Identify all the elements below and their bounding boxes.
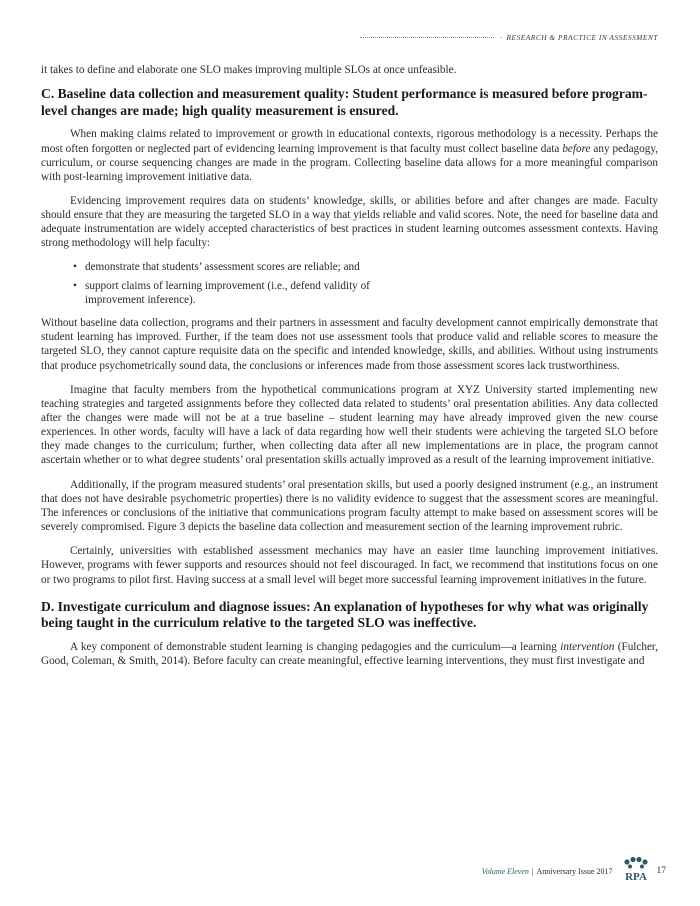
page-footer	[482, 856, 666, 886]
bullet-text: demonstrate that students’ assessment scores are reliable; and	[85, 260, 360, 273]
running-head-title: RESEARCH & PRACTICE IN ASSESSMENT	[506, 33, 658, 42]
paragraph-1-emphasis: before	[562, 142, 591, 155]
bullet-item	[41, 279, 415, 307]
paragraph-7-text-b: (Fulcher, Good, Coleman, & Smith, 2014). Before faculty can create meaningful, effective learning interventions, they must first investigate and	[41, 640, 658, 668]
rpa-logo-text: RPA	[624, 871, 647, 883]
paragraph-7-text-a: A key component of demonstrable student learning is changing pedagogies and the curriculum—a learning	[70, 640, 561, 653]
running-head	[360, 33, 658, 42]
dotted-rule	[360, 37, 494, 38]
rpa-logo-icon	[621, 856, 651, 886]
bullet-icon: •	[73, 279, 77, 292]
paragraph-2: Evidencing improvement requires data on students’ knowledge, skills, or abilities before and after changes are made. Faculty should ensure that they are measuring the targeted SLO in a way that yields reliable and valid scores. Note, the need for baseline data and adequate instrumentation are widely accepted characteristics of best practices in student learning outcomes assessment contexts. Having strong methodology will help faculty:	[41, 194, 658, 250]
section-heading-c: C. Baseline data collection and measurement quality: Student performance is measured before program-level changes are made; high quality measurement is ensured.	[41, 86, 648, 118]
paragraph-4: Imagine that faculty members from the hypothetical communications program at XYZ University started implementing new teaching strategies and targeted assignments before they collected data related to students’ oral presentation abilities. Any data collected after the changes were made will not be at a true baseline – student learning may have already improved given the new course experiences. In other words, faculty will have a lack of data regarding how well their students were achieving the targeted SLO before they made changes to the curriculum; further, when collecting data after all new implementations are in place, the program cannot ascertain whether or to what degree students’ oral presentation skills actually improved as a result of the learning improvement initiative.	[41, 383, 658, 467]
paragraph-7	[41, 640, 658, 668]
footer-volume: Volume Eleven	[481, 866, 529, 876]
paragraph-7-emphasis: intervention	[560, 640, 615, 653]
section-heading-d: D. Investigate curriculum and diagnose issues: An explanation of hypotheses for why what was originally being taught in the curriculum relative to the targeted SLO was ineffective.	[41, 598, 649, 631]
running-head-dot-icon: ·	[500, 33, 503, 42]
paragraph-1-text-a: When making claims related to improvement or growth in educational contexts, rigorous methodology is a necessity. Perhaps the most often forgotten or neglected part of evidencing learning improvement is that faculty must collect baseline data	[41, 128, 658, 155]
article-body	[41, 63, 658, 668]
paragraph-6: Certainly, universities with established assessment mechanics may have an easier time launching improvement initiatives. However, programs with fewer supports and resources should not feel discouraged. In fact, we recommend that institutions focus on one or two programs to pilot first. Having success at a small level will beget more successful learning improvement initiatives in the future.	[41, 545, 658, 586]
footer-issue: Anniversary Issue 2017	[536, 866, 613, 876]
bullet-icon: •	[73, 260, 77, 273]
paragraph-continuation: it takes to define and elaborate one SLO makes improving multiple SLOs at once unfeasible.	[41, 64, 457, 76]
paragraph-5: Additionally, if the program measured students’ oral presentation skills, but used a poorly designed instrument (e.g., an instrument that does not have desirable psychometric properties) there is no validity evidence to suggest that the assessment scores are meaningful. The inferences or conclusions of the initiative that communications program faculty attempt to make based on assessment scores will be severely compromised. Figure 3 depicts the baseline data collection and measurement section of the learning improvement rubric.	[41, 478, 658, 534]
paragraph-1-text-b: any pedagogy, curriculum, or course sequencing changes are made in the program. Collecting baseline data allows for a more meaningful comparison with post-learning improvement initiative data.	[41, 142, 659, 183]
paragraph-3: Without baseline data collection, programs and their partners in assessment and faculty development cannot empirically demonstrate that student learning has improved. Further, if the team does not use assessment tools that produce valid and reliable scores to measure the targeted SLO, they cannot capture requisite data on the specific and intended knowledge, skills, and abilities. Without using instruments that produce psychometrically sound data, the conclusions or inferences made from those assessment scores lack trustworthiness.	[41, 317, 658, 372]
bullet-text: support claims of learning improvement (i.e., defend validity of improvement inference).	[85, 279, 370, 306]
paragraph-1	[41, 127, 658, 184]
bullet-item	[41, 260, 415, 274]
bullet-list	[41, 260, 658, 307]
rpa-logo-graphic	[621, 856, 651, 886]
footer-separator: |	[531, 866, 534, 876]
page-number: 17	[656, 866, 666, 876]
